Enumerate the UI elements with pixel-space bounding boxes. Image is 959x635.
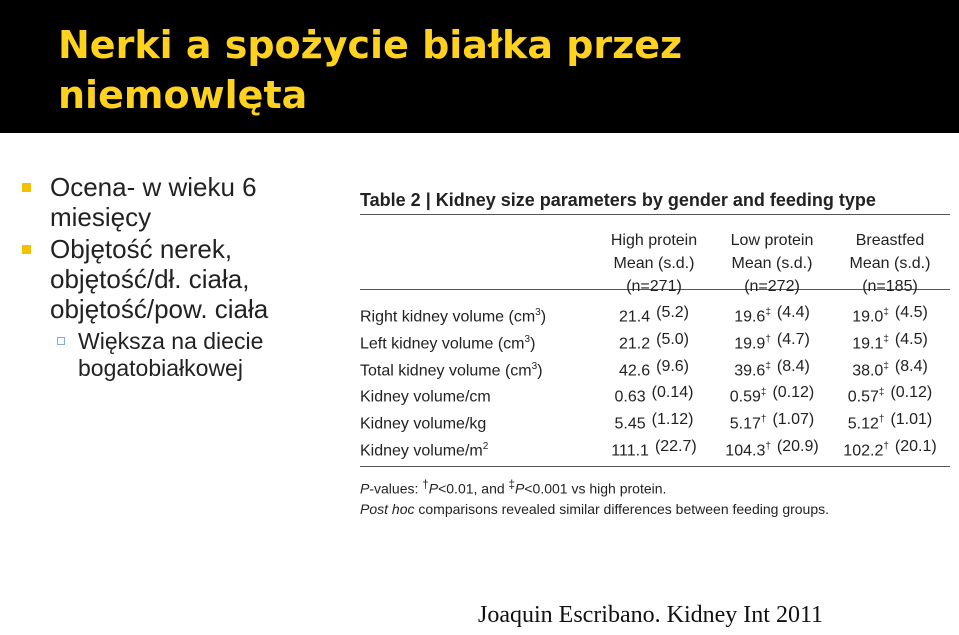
table-cell: 21.4 (5.2) — [618, 304, 690, 326]
column-header: Low protein Mean (s.d.) (n=272) — [730, 232, 814, 295]
table-cell: 5.17† (1.07) — [729, 411, 815, 433]
row-label: Total kidney volume $(cm^3)$ — [360, 360, 543, 379]
table-row — [360, 436, 950, 463]
table-cell: 104.3† (20.9) — [725, 438, 819, 460]
row-label: Kidney volume/$m^2$ — [360, 441, 489, 460]
column-header: High protein Mean (s.d.) (n=271) — [610, 232, 698, 295]
bullet-item — [18, 172, 348, 232]
table-cell: 42.6 (9.6) — [618, 357, 690, 379]
square-bullet-icon — [22, 183, 31, 192]
citation: Joaquin Escribano. Kidney Int 2011 — [478, 602, 824, 628]
bullet-list — [18, 172, 348, 382]
table-cell: 0.63 (0.14) — [614, 384, 694, 406]
row-label: Kidney volume/cm — [360, 388, 491, 406]
table-title: Table 2 | Kidney size parameters by gender and feeding type — [360, 190, 876, 210]
table-cell: 5.45 (1.12) — [614, 411, 694, 433]
footnote-pvalues: P-values: †P<0.01, and ‡P<0.001 vs high protein. — [360, 477, 667, 497]
square-bullet-icon — [22, 245, 31, 254]
table-cell: 19.6‡ (4.4) — [734, 304, 810, 326]
column-header: Breastfed Mean (s.d.) (n=185) — [849, 232, 931, 295]
table-cell: 19.0‡ (4.5) — [852, 304, 928, 326]
row-label: Kidney volume/kg — [360, 415, 487, 433]
row-label: Left kidney volume $(cm^3)$ — [360, 333, 536, 353]
table-row — [360, 409, 950, 436]
kidney-table — [360, 186, 950, 519]
table-footnotes — [360, 475, 950, 519]
footnote-posthoc: Post hoc comparisons revealed similar differences between feeding groups. — [360, 500, 830, 517]
table-cell: 5.12† (1.01) — [847, 411, 933, 433]
table-header-row — [360, 215, 950, 295]
sub-bullet-item — [18, 328, 348, 382]
table-cell: 19.1‡ (4.5) — [852, 330, 928, 353]
table-cell: 38.0‡ (8.4) — [852, 357, 928, 379]
table-row — [360, 302, 950, 329]
hollow-square-bullet-icon — [57, 337, 65, 345]
table-cell: 39.6‡ (8.4) — [734, 357, 810, 379]
table-body — [360, 302, 950, 463]
table-cell: 0.57‡ (0.12) — [847, 384, 933, 406]
table-cell: 21.2 (5.0) — [618, 330, 690, 353]
table-cell: 111.1 (22.7) — [611, 438, 697, 460]
bullet-text: Objętość nerek, objętość/dł. ciała, objętość/pow. ciała — [50, 234, 269, 324]
row-label: Right kidney volume $(cm^3)$ — [360, 307, 547, 326]
sub-bullet-text: Większa na diecie bogatobiałkowej — [78, 328, 264, 381]
table-cell: 19.9† (4.7) — [734, 330, 810, 353]
bullet-item — [18, 234, 348, 324]
table-cell: 102.2† (20.1) — [843, 438, 937, 460]
table-row — [360, 329, 950, 356]
table-row — [360, 356, 950, 383]
table-row — [360, 382, 950, 409]
table-rule-bottom — [360, 466, 950, 467]
slide-title: Nerki a spożycie białka przez niemowlęta — [58, 23, 683, 117]
title-bar — [0, 0, 959, 133]
bullet-text: Ocena- w wieku 6 miesięcy — [50, 172, 257, 232]
table-cell: 0.59‡ (0.12) — [729, 384, 815, 406]
